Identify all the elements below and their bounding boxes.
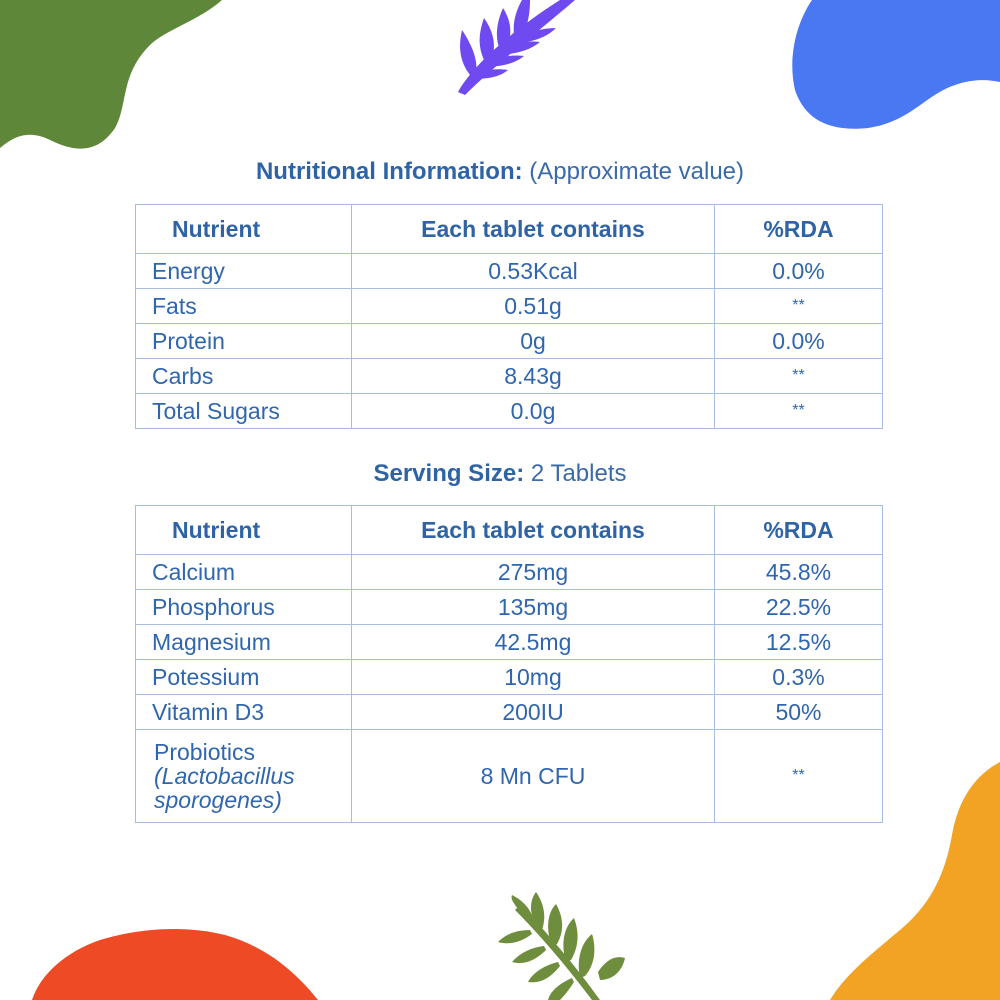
amount-cell: 8 Mn CFU (352, 730, 715, 823)
green-blob (0, 0, 222, 149)
rda-cell: 0.0% (715, 324, 883, 359)
blue-blob (792, 0, 1000, 129)
probiotics-name: Probiotics (154, 738, 255, 765)
amount-cell: 135mg (352, 590, 715, 625)
table-header-row (136, 205, 883, 254)
table-row (136, 359, 883, 394)
nutrient-cell: Energy (136, 254, 352, 289)
amount-cell: 0.51g (352, 289, 715, 324)
section2-title-light: 2 Tablets (530, 460, 627, 487)
rda-cell: ** (715, 289, 883, 324)
nutrient-cell: Vitamin D3 (136, 695, 352, 730)
probiotics-species-line2: sporogenes) (154, 787, 282, 814)
table-row (136, 254, 883, 289)
table-row (136, 394, 883, 429)
header-nutrient: Nutrient (136, 506, 352, 555)
table-row (136, 324, 883, 359)
section2-title-bold: Serving Size: (373, 460, 525, 487)
amount-cell: 0.53Kcal (352, 254, 715, 289)
nutrient-cell: Protein (136, 324, 352, 359)
nutrient-cell: Potessium (136, 660, 352, 695)
amount-cell: 275mg (352, 555, 715, 590)
section1-title-light: (Approximate value) (529, 158, 745, 185)
table-row (136, 730, 883, 823)
header-rda: %RDA (715, 205, 883, 254)
rda-cell: 50% (715, 695, 883, 730)
nutrient-cell: Phosphorus (136, 590, 352, 625)
amount-cell: 0.0g (352, 394, 715, 429)
rda-cell: ** (715, 359, 883, 394)
table-row (136, 695, 883, 730)
rda-cell: 22.5% (715, 590, 883, 625)
nutritional-info-heading (0, 158, 1000, 186)
nutrient-cell: Carbs (136, 359, 352, 394)
rda-cell: 0.0% (715, 254, 883, 289)
header-amount: Each tablet contains (352, 506, 715, 555)
red-blob (32, 929, 318, 1000)
table-row (136, 660, 883, 695)
nutrient-cell: Calcium (136, 555, 352, 590)
table-row (136, 555, 883, 590)
amount-cell: 200IU (352, 695, 715, 730)
section1-title-bold: Nutritional Information: (255, 158, 523, 185)
table-header-row (136, 506, 883, 555)
rda-cell: ** (715, 730, 883, 823)
table-row (136, 590, 883, 625)
header-rda: %RDA (715, 506, 883, 555)
header-amount: Each tablet contains (352, 205, 715, 254)
green-leaf-icon (498, 892, 625, 1000)
rda-cell: 0.3% (715, 660, 883, 695)
rda-cell: 45.8% (715, 555, 883, 590)
rda-cell: 12.5% (715, 625, 883, 660)
table-row (136, 625, 883, 660)
nutrient-cell: Fats (136, 289, 352, 324)
amount-cell: 8.43g (352, 359, 715, 394)
probiotics-species-line1: (Lactobacillus (154, 762, 295, 789)
probiotics-cell (136, 730, 352, 823)
nutrient-cell: Total Sugars (136, 394, 352, 429)
serving-size-heading (0, 460, 1000, 488)
rda-cell: ** (715, 394, 883, 429)
amount-cell: 10mg (352, 660, 715, 695)
amount-cell: 0g (352, 324, 715, 359)
purple-leaf-icon (458, 0, 575, 95)
nutrition-table-1 (135, 204, 883, 429)
nutrition-table-2 (135, 505, 883, 823)
nutrient-cell: Magnesium (136, 625, 352, 660)
table-row (136, 289, 883, 324)
amount-cell: 42.5mg (352, 625, 715, 660)
header-nutrient: Nutrient (136, 205, 352, 254)
